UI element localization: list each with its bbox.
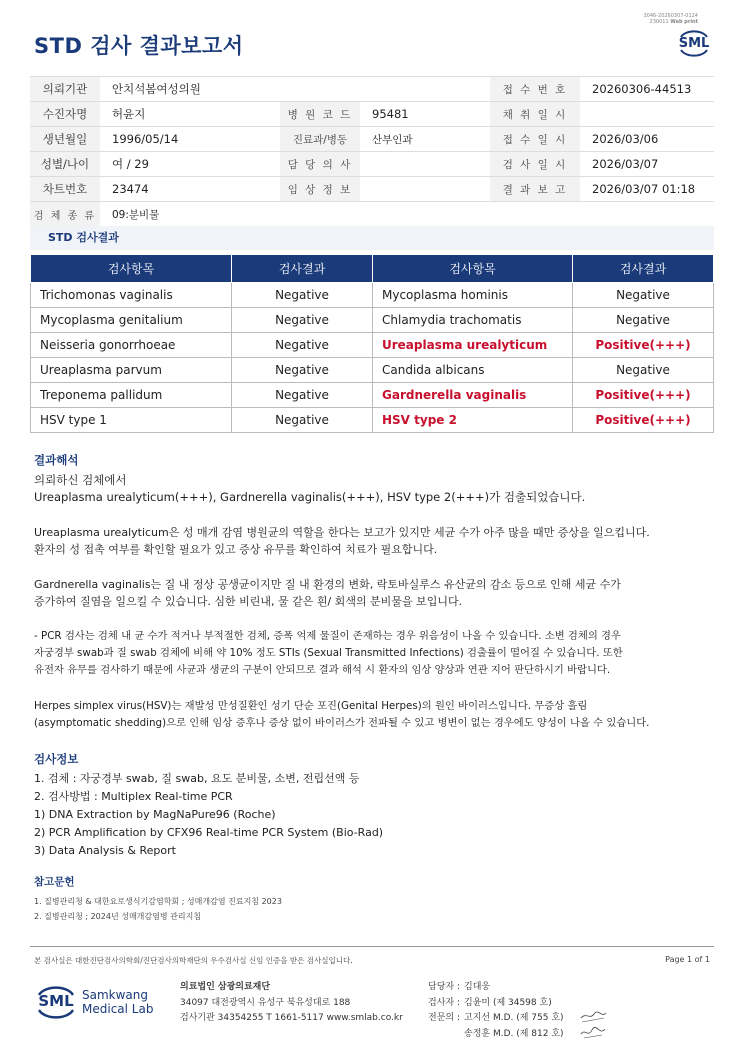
info-value: [580, 102, 714, 127]
certification-note: 본 검사실은 대한진단검사의학회/진단검사의학재단의 우수검사실 신임 인증을 받은 검사실입니다.: [34, 956, 353, 965]
info-value: 허윤지: [100, 102, 280, 127]
info-row: [30, 77, 714, 102]
list-item: 1) DNA Extraction by MagNaPure96 (Roche): [34, 808, 276, 821]
info-value: 20260306-44513: [580, 77, 714, 102]
test-info-title: 검사정보: [34, 752, 79, 766]
logo-text: SML: [678, 36, 710, 51]
info-value: 1996/05/14: [100, 127, 280, 152]
specimen-value: 09:분비물: [100, 202, 714, 227]
info-label: 검 사 일 시: [490, 152, 580, 177]
info-row: [30, 102, 714, 127]
info-label: 결 과 보 고: [490, 177, 580, 202]
table-row: [31, 333, 714, 358]
report-title: STD 검사 결과보고서: [34, 34, 244, 58]
print-info: [643, 13, 698, 25]
print-sub: 230011: [649, 19, 669, 25]
info-label: 병 원 코 드: [280, 102, 360, 127]
info-label: 생년월일: [30, 127, 100, 152]
print-code: 3046-20260307-0124: [643, 13, 698, 19]
test-result-positive: Positive(+++): [573, 408, 714, 433]
test-result-positive: Positive(+++): [573, 333, 714, 358]
test-result-positive: Positive(+++): [573, 383, 714, 408]
specimen-label: 검 체 종 류: [30, 202, 100, 227]
references-title: 참고문헌: [34, 876, 75, 888]
info-row: [30, 127, 714, 152]
test-info-list: [34, 770, 383, 860]
test-result: Negative: [232, 333, 373, 358]
interpretation-line: 의뢰하신 검체에서: [34, 473, 127, 487]
footer-logo: [36, 982, 156, 1026]
test-name-positive: Gardnerella vaginalis: [373, 383, 573, 408]
references-list: [34, 894, 282, 924]
info-label: 채 취 일 시: [490, 102, 580, 127]
info-label: 접 수 번 호: [490, 77, 580, 102]
results-table: [30, 254, 714, 433]
table-row: [31, 408, 714, 433]
footer-logo-abbr: SML: [38, 992, 74, 1010]
table-row: [31, 283, 714, 308]
info-label: 접 수 일 시: [490, 127, 580, 152]
list-item: 1. 검체 : 자궁경부 swab, 질 swab, 요도 분비물, 소변, 전립선액 등: [34, 772, 360, 785]
staff-row: 담당자 : 김대웅: [428, 982, 491, 992]
staff-row: 송정훈 M.D. (제 812 호): [464, 1028, 564, 1039]
info-value: 2026/03/06: [580, 127, 714, 152]
org-contact: 검사기관 34354255 T 1661-5117 www.smlab.co.kr: [180, 1013, 403, 1023]
test-result: Negative: [232, 308, 373, 333]
signature-icon: [578, 1008, 610, 1042]
footer-staff: [428, 980, 564, 1042]
test-name: Candida albicans: [373, 358, 573, 383]
info-value: [360, 177, 490, 202]
list-item: 1. 질병관리청 & 대한요로생식기감염학회 ; 성매개감염 진료지침 2023: [34, 897, 282, 906]
interpretation-title: 결과해석: [34, 453, 79, 467]
col-header: 검사결과: [232, 255, 373, 283]
info-value: 여 / 29: [100, 152, 280, 177]
page-number: Page 1 of 1: [665, 955, 710, 964]
test-result: Negative: [573, 283, 714, 308]
interpretation-line: Ureaplasma urealyticum(+++), Gardnerella vaginalis(+++), HSV type 2(+++)가 검출되었습니다.: [34, 490, 586, 504]
sml-logo: [676, 28, 712, 58]
info-label: 수진자명: [30, 102, 100, 127]
test-name-positive: HSV type 2: [373, 408, 573, 433]
interpretation-paragraph: Ureaplasma urealyticum은 성 매개 감염 병원균의 역할을 한다는 보고가 있지만 세균 수가 아주 많을 때만 증상을 일으킵니다. 환자의 성 접촉 여부를 확인할 필요가 있고 증상 유무를 확인하여 치료가 필요합니다.: [34, 526, 650, 556]
col-header: 검사항목: [31, 255, 232, 283]
info-label: 진료과/병동: [280, 127, 360, 152]
test-name: Neisseria gonorrhoeae: [31, 333, 232, 358]
test-result: Negative: [232, 408, 373, 433]
interpretation-paragraph: Herpes simplex virus(HSV)는 재발성 만성질환인 성기 단순 포진(Genital Herpes)의 원인 바이러스입니다. 무증상 흘림 (asymptomatic shedding)으로 인해 임상 증후나 증상 없이 바이러스가 전파될 수 있고 병변이 없는 경우에도 양성이 나올 수 있습니다.: [34, 700, 650, 729]
list-item: 2. 질병관리청 ; 2024년 성매개감염병 관리지침: [34, 912, 202, 921]
list-item: 3) Data Analysis & Report: [34, 844, 176, 857]
info-label: 임 상 정 보: [280, 177, 360, 202]
info-value: [360, 152, 490, 177]
col-header: 검사항목: [373, 255, 573, 283]
test-name: HSV type 1: [31, 408, 232, 433]
info-value: 산부인과: [360, 127, 490, 152]
test-result: Negative: [232, 383, 373, 408]
footer-divider: [30, 946, 714, 947]
info-value: 23474: [100, 177, 280, 202]
results-section-title: STD 검사결과: [30, 226, 714, 250]
results-header-row: [31, 255, 714, 283]
info-label: 성별/나이: [30, 152, 100, 177]
info-value: 2026/03/07 01:18: [580, 177, 714, 202]
test-name: Chlamydia trachomatis: [373, 308, 573, 333]
test-name-positive: Ureaplasma urealyticum: [373, 333, 573, 358]
footer-logo-text: Samkwang Medical Lab: [82, 988, 154, 1016]
org-name: 의료법인 삼광의료재단: [180, 982, 271, 992]
staff-row: 전문의 : 고지선 M.D. (제 755 호): [428, 1013, 564, 1023]
interpretation-paragraph: Gardnerella vaginalis는 질 내 정상 공생균이지만 질 내 환경의 변화, 락토바실루스 유산균의 감소 등으로 인해 세균 수가 증가하여 질염을 일으킬 수 있습니다. 심한 비린내, 물 같은 흰/ 회색의 분비물을 보입니다.: [34, 578, 621, 608]
info-value: 안치석봄여성의원: [100, 77, 490, 102]
test-result: Negative: [573, 308, 714, 333]
test-name: Trichomonas vaginalis: [31, 283, 232, 308]
info-value: 2026/03/07: [580, 152, 714, 177]
info-row: [30, 177, 714, 202]
test-result: Negative: [232, 283, 373, 308]
org-address: 34097 대전광역시 유성구 북유성대로 188: [180, 997, 351, 1008]
table-row: [31, 308, 714, 333]
print-label: Web print: [670, 19, 698, 25]
interpretation-paragraph: - PCR 검사는 검체 내 균 수가 적거나 부적절한 검체, 증폭 억제 물질이 존재하는 경우 위음성이 나올 수 있습니다. 소변 검체의 경우 자궁경부 swab과 질 swab 검체에 비해 약 10% 정도 STIs (Sexual Transmitted Infections) 검출률이 떨어질 수 있습니다. 또한 유전자 유무를 검사하기 때문에 사균과 생균의 구분이 안되므로 결과 해석 시 환자의 임상 양상과 연관 지어 판단하시기 바랍니다.: [34, 630, 623, 676]
test-name: Mycoplasma genitalium: [31, 308, 232, 333]
test-name: Ureaplasma parvum: [31, 358, 232, 383]
info-row: [30, 152, 714, 177]
info-row: [30, 202, 714, 227]
list-item: 2) PCR Amplification by CFX96 Real-time PCR System (Bio-Rad): [34, 826, 384, 839]
test-result: Negative: [573, 358, 714, 383]
table-row: [31, 358, 714, 383]
info-label: 차트번호: [30, 177, 100, 202]
staff-row: 검사자 : 김윤미 (제 34598 호): [428, 997, 552, 1008]
list-item: 2. 검사방법 : Multiplex Real-time PCR: [34, 790, 233, 803]
footer-org-info: [180, 980, 403, 1027]
test-name: Treponema pallidum: [31, 383, 232, 408]
info-label: 의뢰기관: [30, 77, 100, 102]
col-header: 검사결과: [573, 255, 714, 283]
patient-info-table: [30, 76, 714, 227]
interpretation-intro: [34, 472, 585, 506]
test-result: Negative: [232, 358, 373, 383]
info-label: 담 당 의 사: [280, 152, 360, 177]
test-name: Mycoplasma hominis: [373, 283, 573, 308]
info-value: 95481: [360, 102, 490, 127]
table-row: [31, 383, 714, 408]
